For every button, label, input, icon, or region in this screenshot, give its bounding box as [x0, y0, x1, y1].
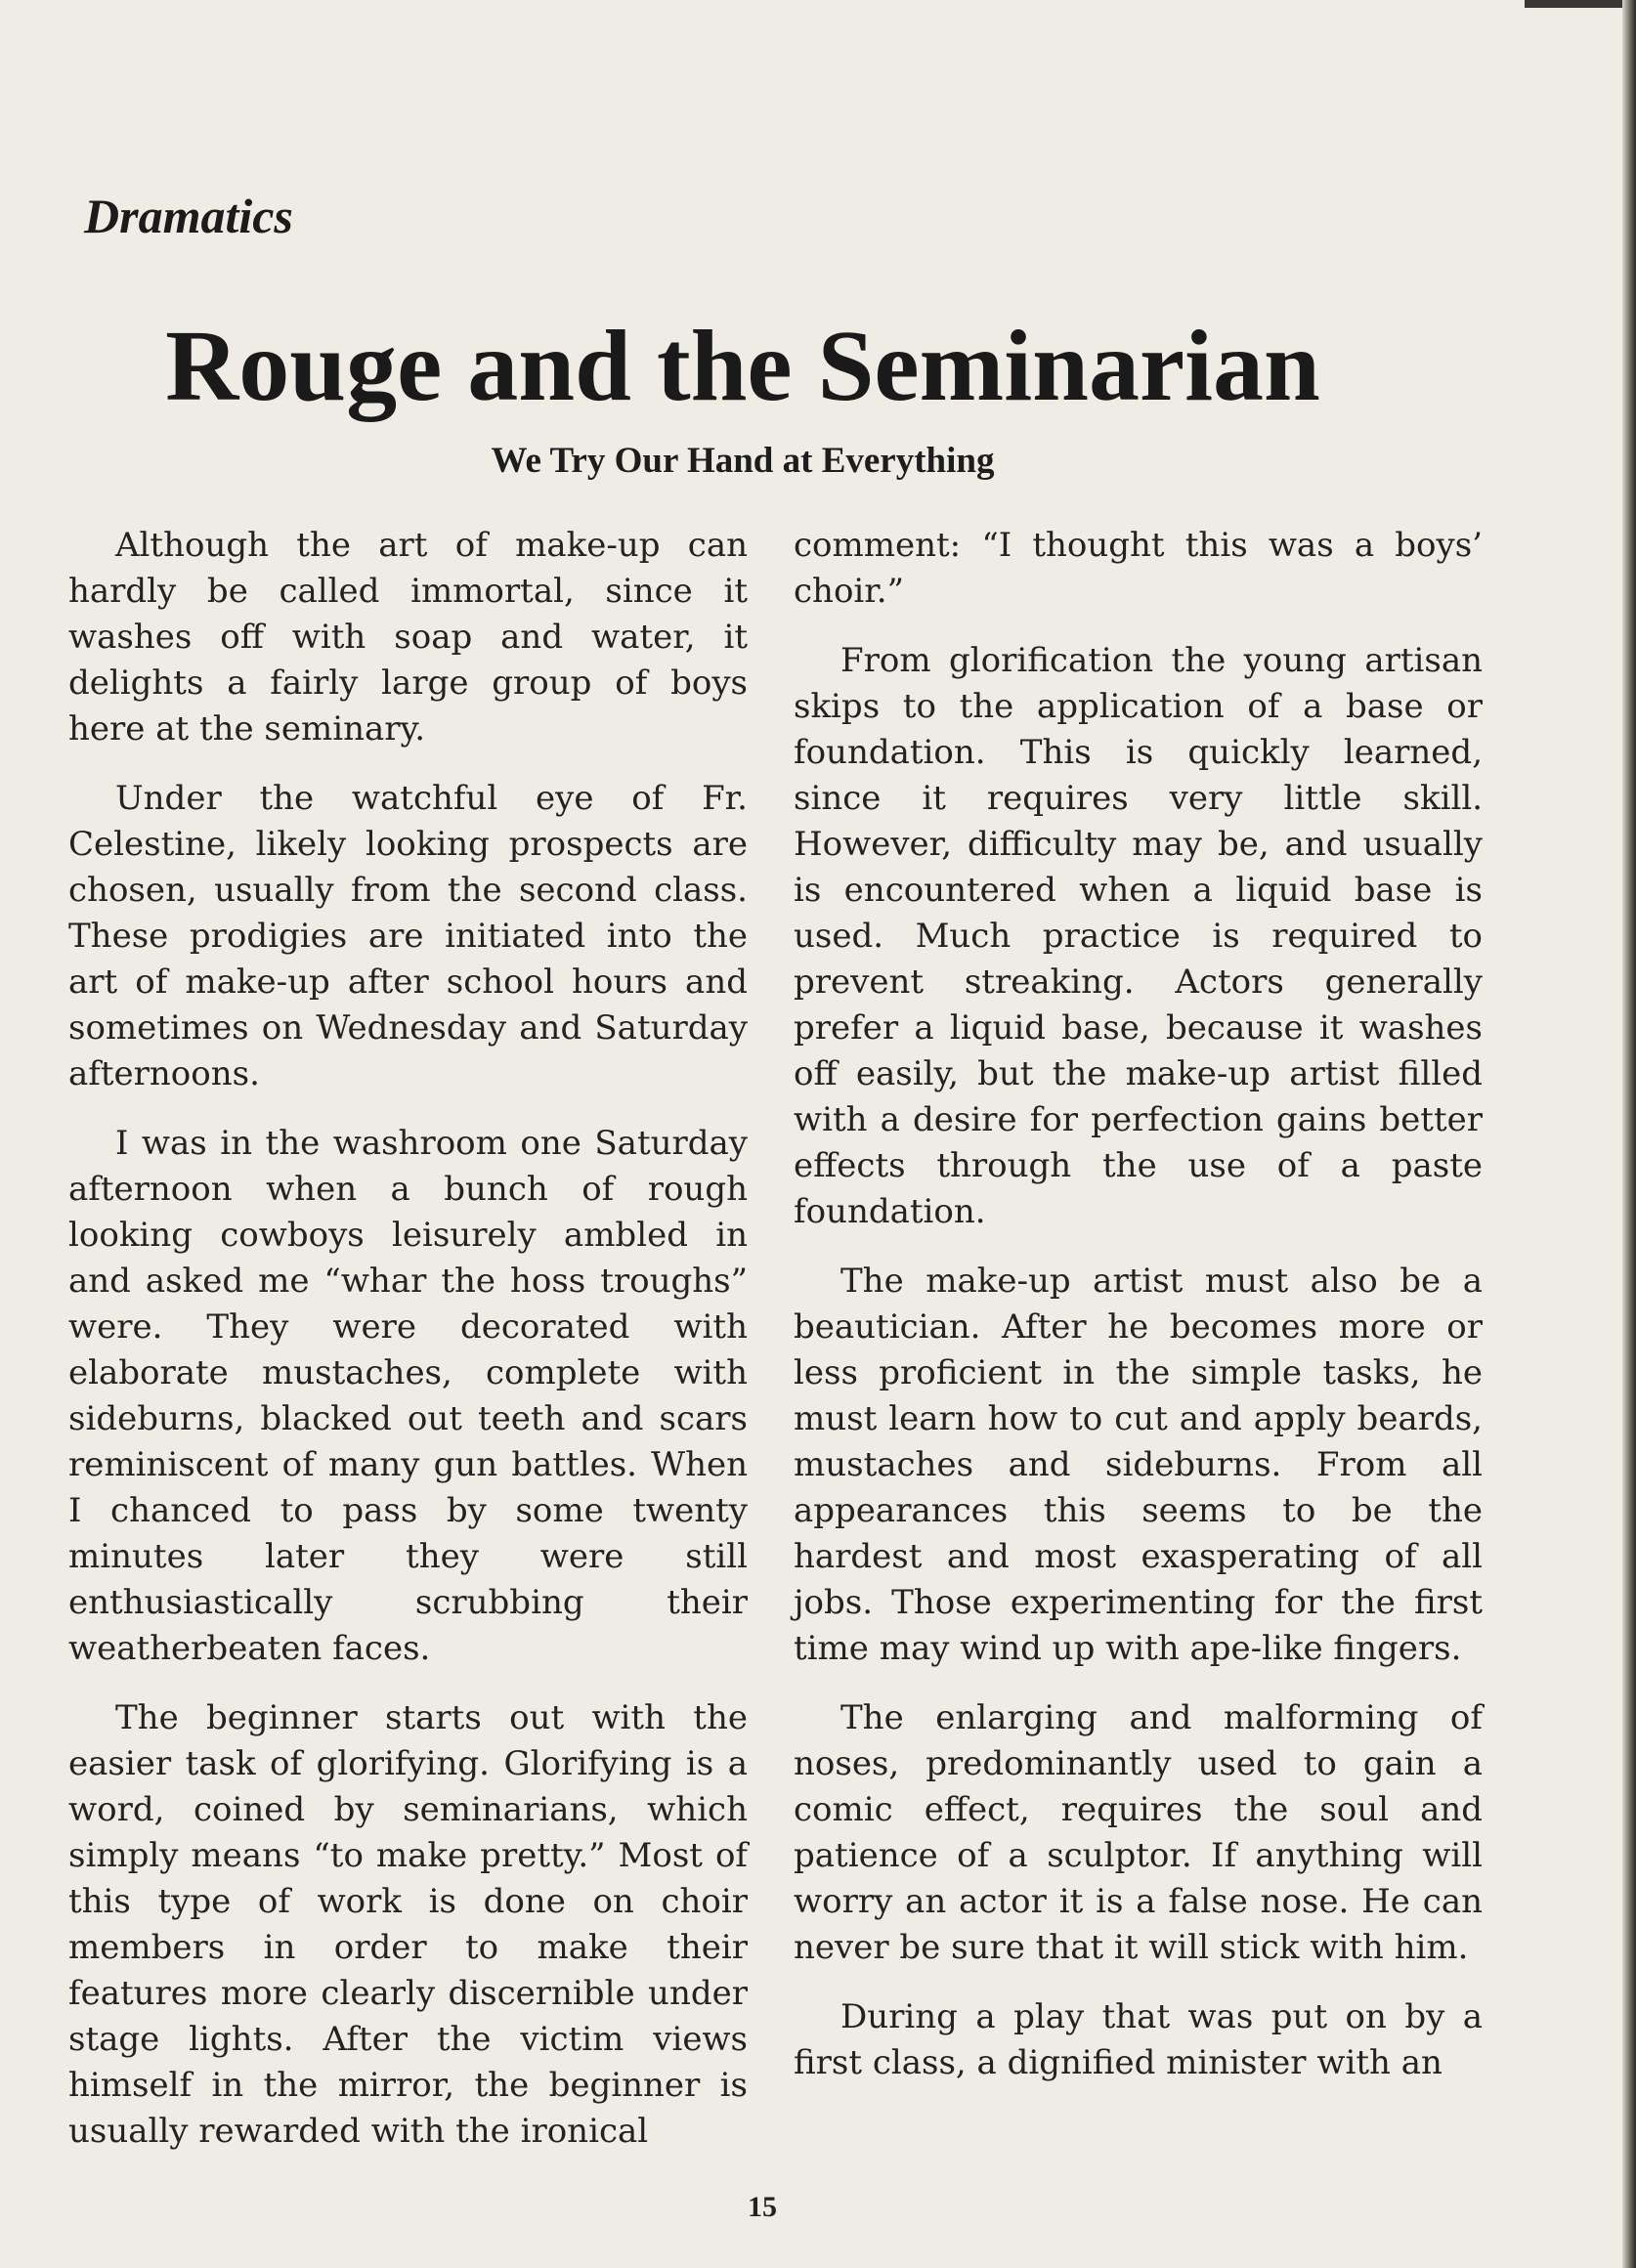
left-column	[68, 523, 748, 2178]
paragraph: During a play that was put on by a first class, a dignified minister with an	[794, 1997, 1483, 2082]
section-label: Dramatics	[84, 189, 293, 243]
paragraph: The enlarging and malforming of noses, predominantly used to gain a comic effect, requires the soul and patience of a sculptor. If anything will worry an actor it is a false nose. He can never be sure that it will stick with him.	[794, 1698, 1483, 1967]
page-number: 15	[748, 2191, 777, 2223]
page-binding-edge	[1622, 0, 1636, 2268]
right-column	[794, 523, 1483, 2110]
paragraph: Although the art of make-up can hardly be called immortal, since it washes off with soap and water, it delights a fairly large group of boys here at the seminary.	[68, 526, 748, 749]
article-title: Rouge and the Seminarian	[165, 310, 1320, 422]
paragraph: From glorification the young artisan skips to the application of a base or foundation. This is quickly learned, since it requires very little skill. However, difficulty may be, and usually is encountered when a liquid base is used. Much practice is required to prevent streaking. Actors generally prefer a liquid base, because it washes off easily, but the make-up artist filled with a desire for perfection gains better effects through the use of a paste foundation.	[794, 641, 1483, 1231]
paragraph: The make-up artist must also be a beautician. After he becomes more or less proficient in the simple tasks, he must learn how to cut and apply beards, mustaches and sideburns. From all appearances this seems to be the hardest and most exasperating of all jobs. Those experimenting for the first time may wind up with ape-like fingers.	[794, 1262, 1483, 1668]
paragraph: I was in the washroom one Saturday afternoon when a bunch of rough looking cowboys leisurely ambled in and asked me “whar the hoss troughs” were. They were decorated with elaborate mustaches, complete with sideburns, blacked out teeth and scars reminiscent of many gun battles. When I chanced to pass by some twenty minutes later they were still enthusiastically scrubbing their weatherbeaten faces.	[68, 1124, 748, 1668]
paragraph: Under the watchful eye of Fr. Celestine, likely looking prospects are chosen, usually from the second class. These prodigies are initiated into the art of make-up after school hours and sometimes on Wednesday and Saturday afternoons.	[68, 779, 748, 1093]
page-top-edge-shadow	[1525, 0, 1636, 8]
paragraph-continuation: comment: “I thought this was a boys’ choir.”	[794, 526, 1483, 611]
article-subtitle: We Try Our Hand at Everything	[491, 441, 995, 481]
paragraph: The beginner starts out with the easier task of glorifying. Glorifying is a word, coined by seminarians, which simply means “to make pretty.” Most of this type of work is done on choir members in order to make their features more clearly discernible under stage lights. After the victim views himself in the mirror, the beginner is usually rewarded with the ironical	[68, 1698, 748, 2151]
